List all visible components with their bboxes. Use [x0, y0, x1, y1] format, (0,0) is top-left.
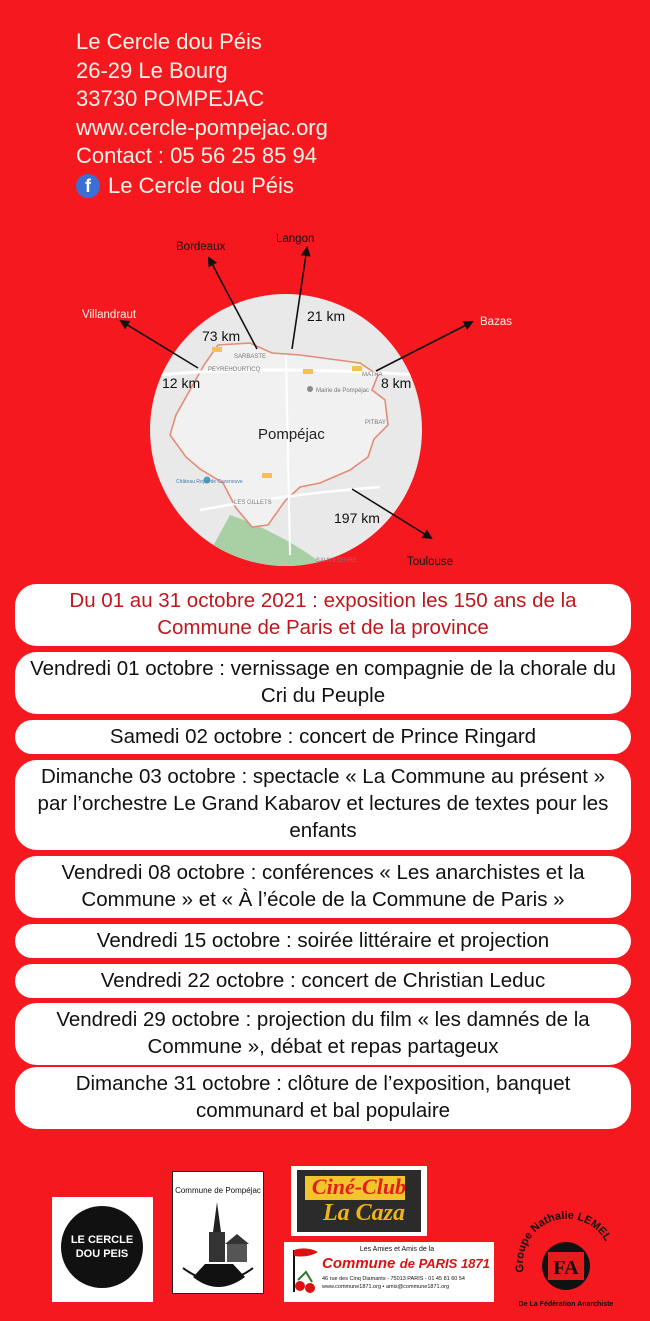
commune-logo-text: Commune de Pompéjac: [175, 1186, 261, 1195]
event-item: Vendredi 01 octobre : vernissage en compagnie de la chorale du Cri du Peuple: [15, 652, 631, 714]
event-item: Vendredi 29 octobre : projection du film « les damnés de la Commune », débat et repas partageux: [15, 1003, 631, 1065]
city-label-langon: Langon: [276, 233, 315, 245]
event-item: Dimanche 31 octobre : clôture de l’exposition, banquet communard et bal populaire: [15, 1067, 631, 1129]
svg-text:Groupe Nathalie LEMEL: Groupe Nathalie LEMEL: [513, 1209, 614, 1274]
website-link[interactable]: www.cercle-pompejac.org: [76, 114, 328, 140]
map-label: SAUVETERRE: [316, 558, 357, 564]
logo-groupe-nathalie-lemel: [506, 1202, 626, 1310]
map-label: Château Royal de Cazeneuve: [176, 479, 243, 485]
map-label: PEYREHOURTICQ: [208, 367, 261, 373]
facebook-link[interactable]: [76, 172, 294, 201]
svg-text:FA: FA: [553, 1257, 579, 1279]
event-item: Dimanche 03 octobre : spectacle « La Commune au présent » par l’orchestre Le Grand Kabarov et lectures de textes pour les enfants: [15, 760, 631, 850]
svg-text:De La Fédération Anarchiste: De La Fédération Anarchiste: [518, 1301, 614, 1308]
contact-block: [76, 28, 328, 200]
distance-villandraut: 12 km: [162, 375, 201, 391]
map-label: MATHA: [362, 372, 383, 378]
map-center-label: Pompéjac: [258, 426, 325, 443]
map-label: LES GILLETS: [234, 500, 272, 506]
event-item: Vendredi 08 octobre : conférences « Les anarchistes et la Commune » et « À l’école de la Commune de Paris »: [15, 856, 631, 918]
map-label: SARBASTE: [234, 354, 267, 360]
city-label-toulouse: Toulouse: [407, 556, 454, 568]
location-map: [0, 225, 650, 580]
logo-amis-commune-paris: Les Amies et Amis de la Commune de PARIS 1871 46 rue des Cinq Diamants - 75013 PARIS - 01 45 81 60 54 www.commune1871.org • amis@commune1871.org: [284, 1242, 494, 1302]
distance-toulouse: 197 km: [334, 510, 380, 526]
address-line-1: 26-29 Le Bourg: [76, 57, 228, 83]
partner-logos: [0, 1160, 650, 1321]
svg-text:LE CERCLE: LE CERCLE: [70, 1234, 134, 1246]
event-exhibition: Du 01 au 31 octobre 2021 : exposition les 150 ans de la Commune de Paris et de la province: [15, 584, 631, 646]
distance-langon: 21 km: [307, 308, 346, 324]
org-name: Le Cercle dou Péis: [76, 29, 262, 54]
event-item: Vendredi 15 octobre : soirée littéraire et projection: [15, 924, 631, 958]
logo-commune-pompejac: [172, 1171, 264, 1294]
address-line-2: 33730 POMPEJAC: [76, 86, 265, 111]
map-label: PITBAY: [365, 420, 386, 426]
map-label: Mairie de Pompéjac: [316, 388, 370, 394]
city-label-bazas: Bazas: [480, 316, 512, 328]
distance-bazas: 8 km: [381, 375, 412, 391]
svg-text:DOU PEIS: DOU PEIS: [75, 1248, 129, 1260]
city-label-bordeaux: Bordeaux: [176, 241, 226, 253]
city-label-villandraut: Villandraut: [82, 309, 137, 321]
logo-cercle-dou-peis: [52, 1197, 153, 1302]
event-item: Vendredi 22 octobre : concert de Christian Leduc: [15, 964, 631, 998]
logo-cine-club-la-caza: Ciné-Club La Caza: [291, 1166, 427, 1236]
contact-phone: Contact : 05 56 25 85 94: [76, 143, 317, 168]
facebook-label: Le Cercle dou Péis: [108, 172, 294, 198]
event-item: Samedi 02 octobre : concert de Prince Ringard: [15, 720, 631, 754]
distance-bordeaux: 73 km: [202, 328, 241, 344]
facebook-icon: f: [76, 174, 100, 198]
